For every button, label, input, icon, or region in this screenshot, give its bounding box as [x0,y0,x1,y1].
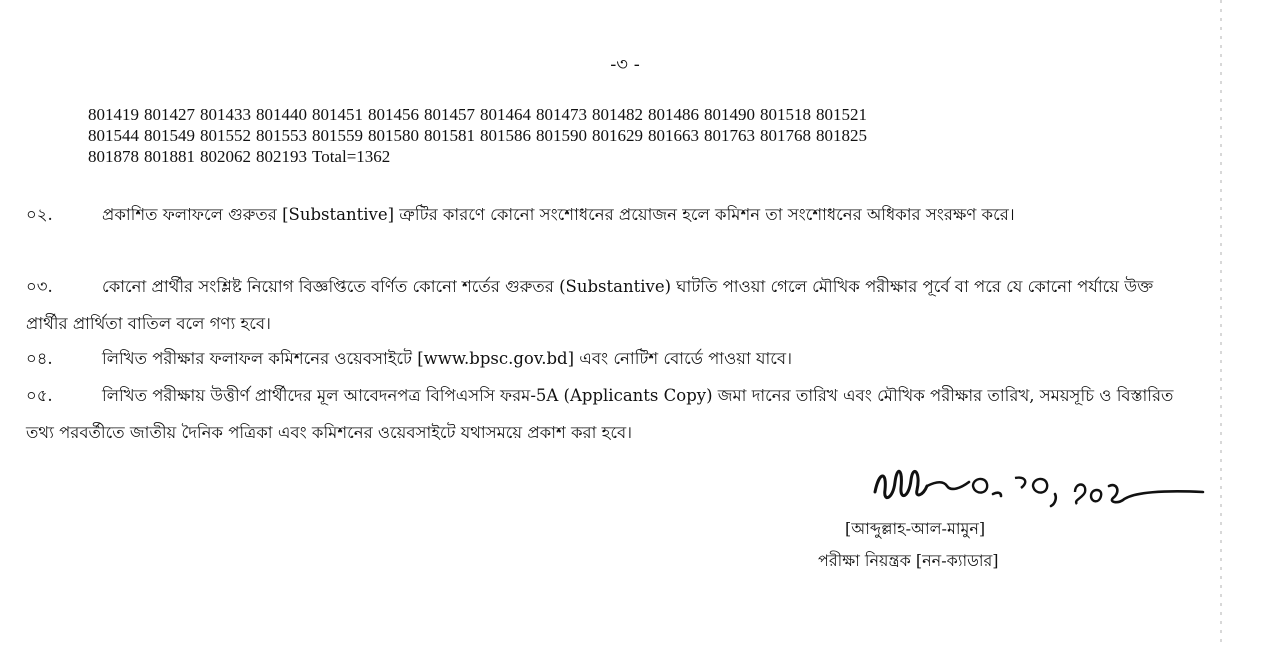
roll-number: 801663 [648,126,699,145]
paragraph-text: লিখিত পরীক্ষার ফলাফল কমিশনের ওয়েবসাইটে [www.bpsc.gov.bd] এবং নোটিশ বোর্ডে পাওয়া যাবে। [102,349,792,368]
roll-total: Total=1362 [312,147,391,166]
roll-number: 801456 [368,105,419,124]
roll-number: 801559 [312,126,363,145]
roll-number: 801590 [536,126,587,145]
roll-number: 801518 [760,105,811,124]
paragraph-text: লিখিত পরীক্ষায় উত্তীর্ণ প্রার্থীদের মূল আবেদনপত্র বিপিএসসি ফরম-5A (Applicants Copy) জমা দানের তারিখ এবং মৌখিক পরীক্ষার তারিখ, সময়সূচি ও বিস্তারিত তথ্য পরবর্তীতে জাতীয় দৈনিক পত্রিকা এবং কমিশনের ওয়েবসাইটে যথাসময়ে প্রকাশ করা হবে। [26,386,1174,442]
roll-number-line [88,125,1088,146]
paragraph-number: ০৩. [26,277,53,296]
roll-number: 801427 [144,105,195,124]
roll-number: 801486 [648,105,699,124]
roll-number: 801440 [256,105,307,124]
paragraph-number: ০৫. [26,386,53,405]
roll-number: 801473 [536,105,587,124]
roll-number: 801825 [816,126,867,145]
roll-number: 801490 [704,105,755,124]
roll-number: 801586 [480,126,531,145]
roll-number: 801464 [480,105,531,124]
roll-number: 802062 [200,147,251,166]
roll-number: 802193 [256,147,307,166]
roll-number: 801549 [144,126,195,145]
roll-number: 801433 [200,105,251,124]
roll-number: 801881 [144,147,195,166]
roll-number: 801768 [760,126,811,145]
roll-number: 801580 [368,126,419,145]
roll-number: 801544 [88,126,139,145]
paragraph-04 [26,340,1186,377]
paragraph-03 [26,268,1186,342]
roll-number: 801521 [816,105,867,124]
roll-number: 801419 [88,105,139,124]
roll-number: 801878 [88,147,139,166]
roll-number: 801763 [704,126,755,145]
roll-number: 801552 [200,126,251,145]
paragraph-number: ০২. [26,205,53,224]
roll-number-line [88,146,1088,167]
roll-number-line [88,104,1088,125]
roll-number: 801553 [256,126,307,145]
signatory-name: [আব্দুল্লাহ-আল-মামুন] [845,519,986,538]
page-number: -৩ - [610,54,640,75]
paragraph-05 [26,377,1186,451]
paragraph-02 [26,196,1186,233]
paragraph-text: প্রকাশিত ফলাফলে গুরুতর [Substantive] ত্রুটির কারণে কোনো সংশোধনের প্রয়োজন হলে কমিশন তা সংশোধনের অধিকার সংরক্ষণ করে। [102,205,1015,224]
roll-number: 801451 [312,105,363,124]
roll-number-list [88,104,1088,167]
signatory-title: পরীক্ষা নিয়ন্ত্রক [নন-ক্যাডার] [818,551,999,570]
roll-number: 801581 [424,126,475,145]
roll-number: 801457 [424,105,475,124]
scan-edge-mark [1220,0,1222,645]
paragraph-text: কোনো প্রার্থীর সংশ্লিষ্ট নিয়োগ বিজ্ঞপ্তিতে বর্ণিত কোনো শর্তের গুরুতর (Substantive) ঘাটতি পাওয়া গেলে মৌখিক পরীক্ষার পূর্বে বা পরে যে কোনো পর্যায়ে উক্ত প্রার্থীর প্রার্থিতা বাতিল বলে গণ্য হবে। [26,277,1154,333]
roll-number: 801482 [592,105,643,124]
paragraph-number: ০৪. [26,349,53,368]
roll-number: 801629 [592,126,643,145]
